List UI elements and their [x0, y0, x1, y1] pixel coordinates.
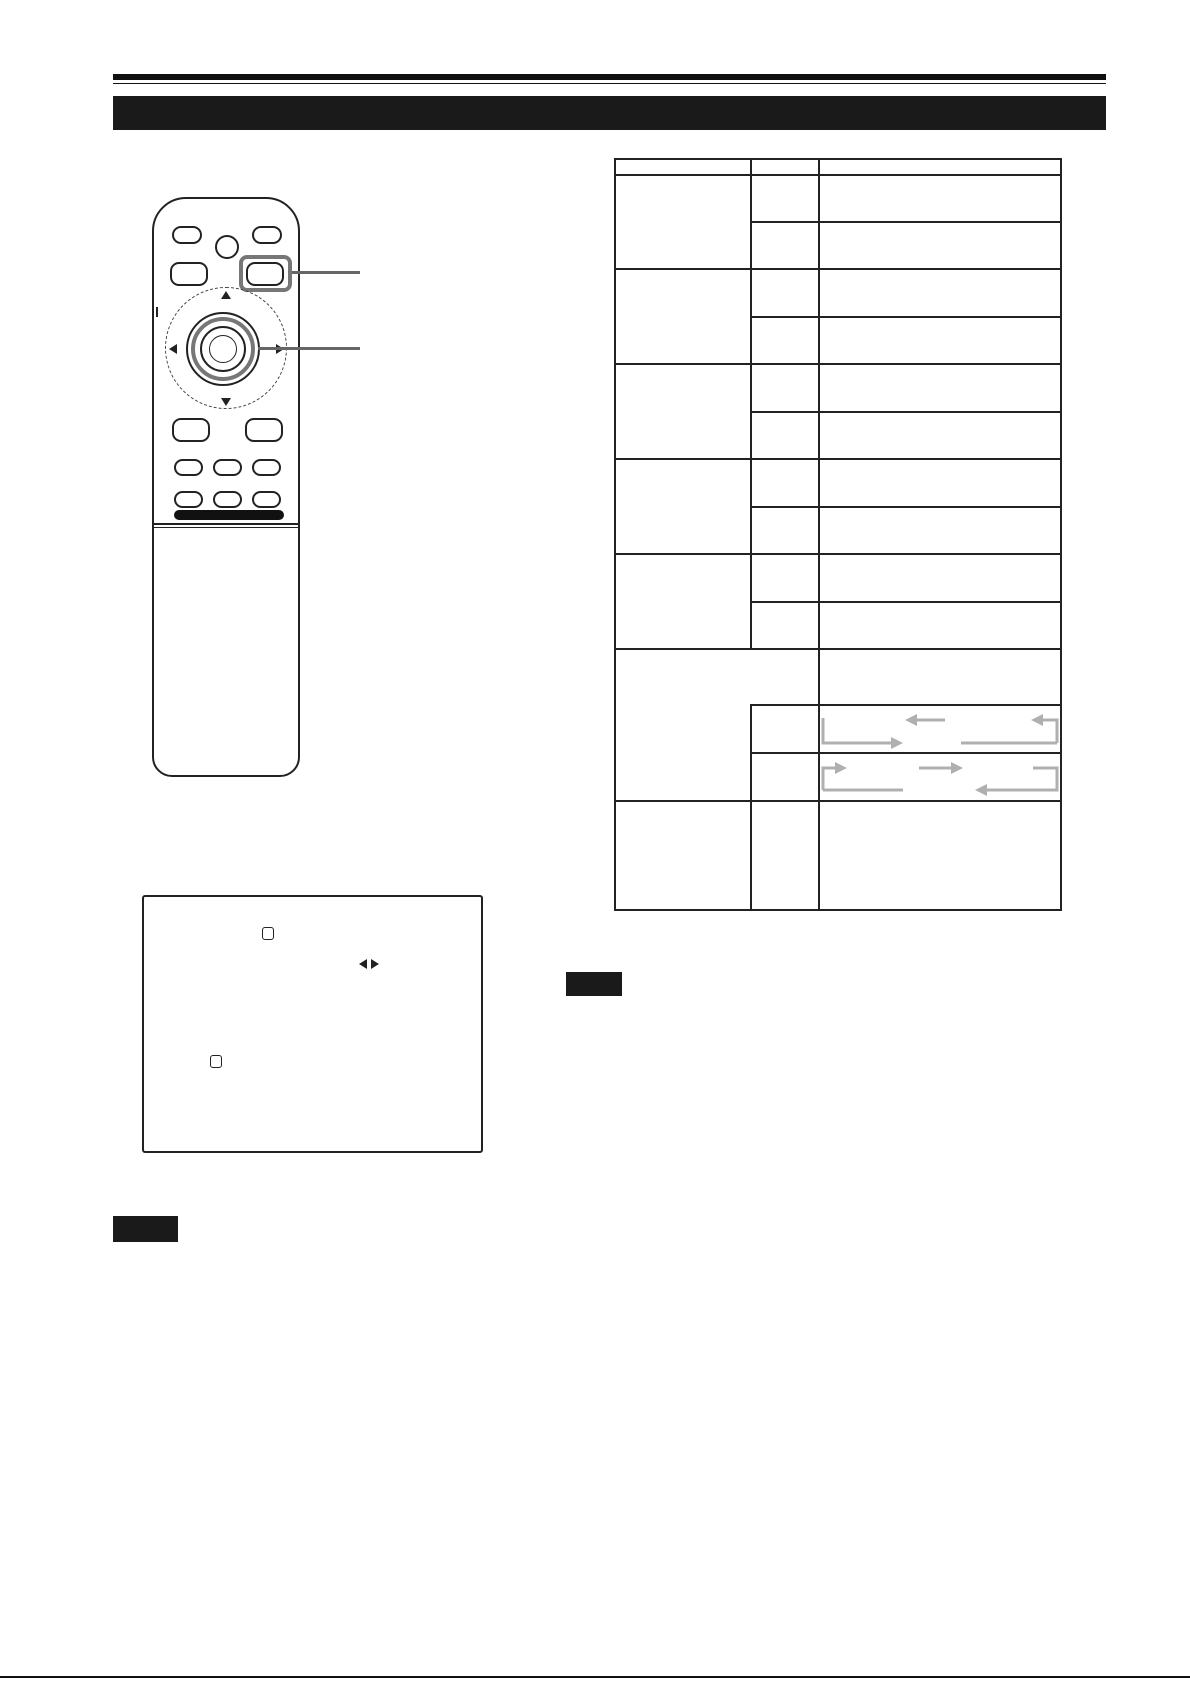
remote-button-top-right: [252, 226, 282, 244]
table-vline-1a: [750, 160, 752, 648]
table-vline-2: [818, 160, 820, 911]
cycle-arrows-reverse-icon: [821, 708, 1059, 750]
remote-label-bar: [174, 510, 284, 520]
remote-button-top-left: [172, 226, 202, 244]
down-arrow-icon: [221, 398, 231, 406]
remote-button-row2-left: [170, 262, 208, 286]
table-subrow-1: [750, 221, 1060, 223]
table-row-sep-3: [616, 458, 1060, 460]
remote-button-row4-2: [213, 459, 242, 476]
osd-instruction-box: [142, 895, 483, 1153]
table-row-sep-2: [616, 363, 1060, 365]
enter-button-center: [209, 335, 237, 363]
remote-button-row4-3: [252, 459, 281, 476]
left-arrow-icon: [169, 344, 177, 354]
table-subrow-6: [750, 704, 1060, 706]
table-subrow-5: [750, 601, 1060, 603]
remote-button-row3-right: [245, 418, 283, 442]
note-badge-left: [113, 1216, 178, 1242]
remote-button-row4-1: [174, 459, 203, 476]
table-row-sep-6: [616, 800, 1060, 802]
table-vline-1b: [750, 704, 752, 911]
highlight-menu-button: [239, 255, 292, 292]
remote-button-row5-3: [252, 491, 281, 508]
callout-line-2: [258, 347, 360, 350]
table-header-line: [616, 174, 1060, 176]
up-arrow-icon: [221, 291, 231, 299]
callout-line-1: [292, 271, 360, 274]
scroll-indicator-icon: [156, 307, 158, 317]
table-row-sep-4: [616, 553, 1060, 555]
settings-table: [614, 158, 1062, 911]
table-subrow-7: [750, 752, 1060, 754]
left-arrow-small-icon: [359, 959, 367, 969]
footer-rule: [0, 1676, 1190, 1678]
remote-button-row3-left: [172, 418, 210, 442]
remote-divider: [154, 523, 298, 525]
table-subrow-3: [750, 411, 1060, 413]
table-subrow-4: [750, 506, 1060, 508]
enter-icon: [262, 927, 274, 940]
table-row-sep-1: [616, 268, 1060, 270]
remote-button-top-center: [215, 235, 239, 259]
header-rule-thin: [113, 83, 1106, 84]
note-badge-right: [566, 972, 622, 996]
header-rule-thick: [113, 74, 1106, 80]
cycle-arrows-forward-icon: [821, 756, 1059, 798]
right-arrow-small-icon: [371, 959, 379, 969]
enter-icon-2: [210, 1055, 222, 1068]
remote-button-row5-2: [213, 491, 242, 508]
section-title-bar: [113, 96, 1106, 130]
table-row-sep-5: [616, 648, 1060, 650]
remote-button-row5-1: [174, 491, 203, 508]
remote-divider-2: [154, 527, 298, 528]
table-subrow-2: [750, 316, 1060, 318]
